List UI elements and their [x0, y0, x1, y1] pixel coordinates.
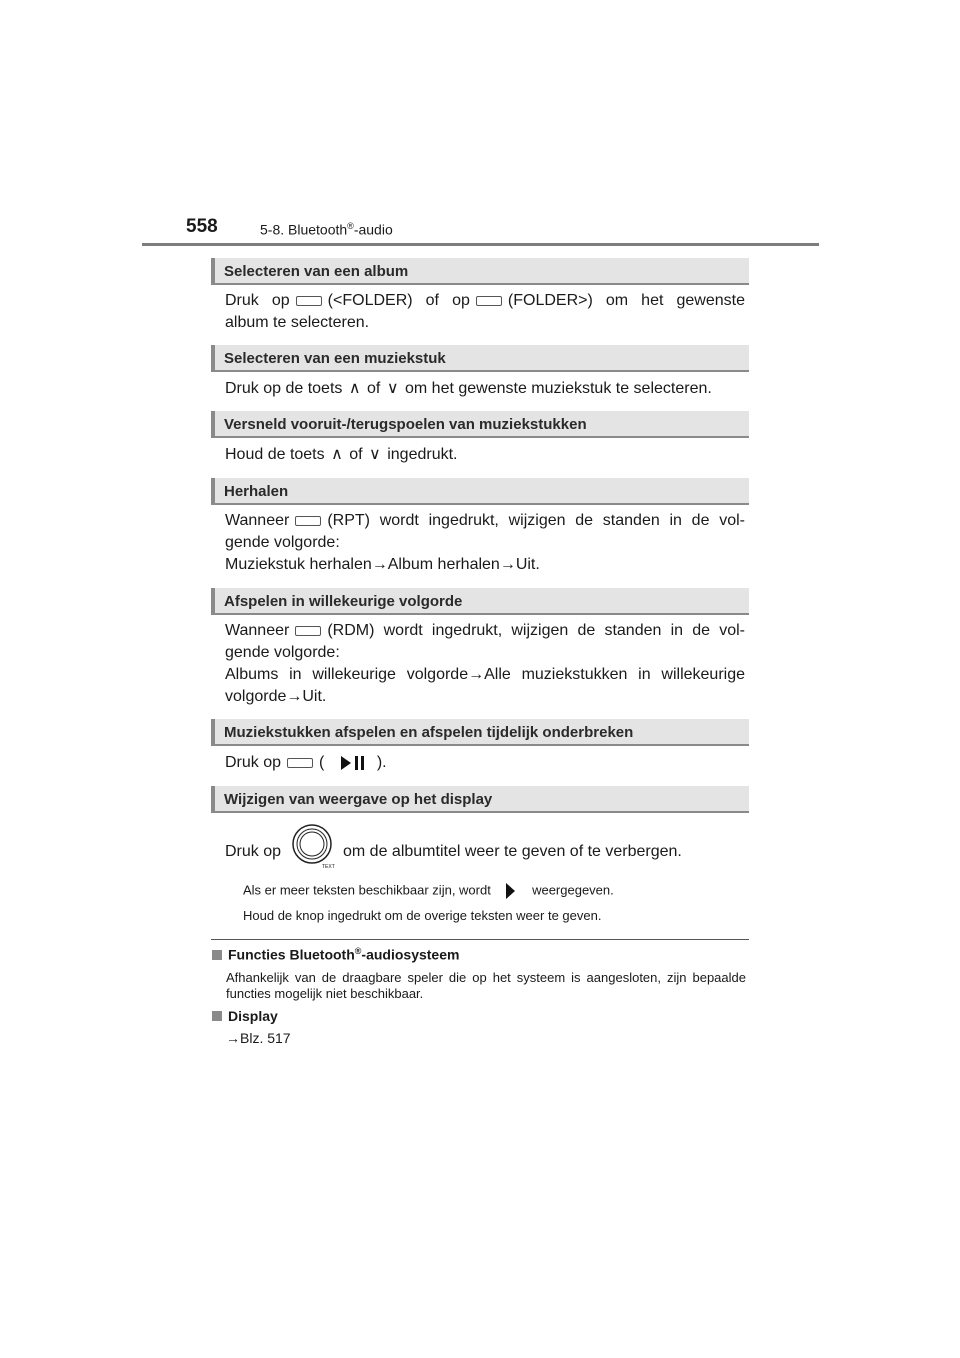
section-heading-random: Afspelen in willekeurige volgorde: [211, 588, 749, 615]
up-arrow-icon: ∧: [348, 380, 361, 397]
display-instruction-prefix: Druk op: [225, 843, 282, 860]
album-instruction-line2: album te selecteren.: [225, 314, 370, 331]
random-instruction-line2: gende volgorde:: [225, 644, 340, 661]
play-pause-icon: [339, 754, 367, 772]
functions-body: Afhankelijk van de draagbare speler die op het systeem is aangesloten, zijn bepaalde functies mogelijk niet beschikbaar.: [226, 970, 746, 1001]
repeat-sequence: Muziekstuk herhalen→Album herhalen→Uit.: [225, 556, 540, 573]
random-sequence-line2: volgorde→Uit.: [225, 688, 327, 705]
square-bullet-icon: [212, 1011, 222, 1021]
display-note-2: Houd de knop ingedrukt om de overige teksten weer te geven.: [243, 908, 602, 923]
page-number: 558: [186, 216, 218, 237]
square-bullet-icon: [212, 950, 222, 960]
section-heading-seek: Versneld vooruit-/terugspoelen van muziekstukken: [211, 411, 749, 438]
rpt-button-icon: [295, 516, 321, 526]
display-note-1: Als er meer teksten beschikbaar zijn, wordt weergegeven.: [243, 881, 743, 901]
random-instruction-line1: Wanneer (RDM) wordt ingedrukt, wijzigen de standen in de vol-: [225, 622, 745, 639]
display-heading: Display: [212, 1008, 278, 1024]
track-instruction: Druk op de toets ∧ of ∨ om het gewenste muziekstuk te selecteren.: [225, 378, 745, 400]
folder-up-button-icon: [476, 296, 502, 306]
display-page-reference: →Blz. 517: [226, 1030, 291, 1046]
section-heading-display: Wijzigen van weergave op het display: [211, 786, 749, 813]
play-instruction: Druk op ( ).: [225, 754, 387, 771]
rdm-button-icon: [295, 626, 321, 636]
display-instruction-text: om de albumtitel weer te geven of te verbergen.: [343, 843, 682, 860]
down-arrow-icon: ∨: [386, 380, 399, 397]
text-knob-icon: [289, 823, 335, 869]
chapter-title: 5-8. Bluetooth®-audio: [260, 221, 393, 238]
header-rule: [142, 243, 819, 246]
seek-instruction: Houd de toets ∧ of ∨ ingedrukt.: [225, 444, 745, 466]
section-heading-repeat: Herhalen: [211, 478, 749, 505]
down-arrow-icon: ∨: [369, 446, 381, 463]
more-text-arrow-icon: [500, 881, 522, 901]
album-instruction-line1: Druk op (<FOLDER) of op (FOLDER>) om het gewenste: [225, 292, 746, 309]
section-heading-track: Selecteren van een muziekstuk: [211, 345, 749, 372]
functions-heading: Functies Bluetooth®-audiosysteem: [212, 946, 459, 963]
repeat-instruction-line1: Wanneer (RPT) wordt ingedrukt, wijzigen de standen in de vol-: [225, 512, 745, 529]
section-heading-play: Muziekstukken afspelen en afspelen tijdelijk onderbreken: [211, 719, 749, 746]
svg-text:TEXT: TEXT: [322, 864, 335, 869]
up-arrow-icon: ∧: [331, 446, 343, 463]
random-sequence-line1: Albums in willekeurige volgorde→Alle muziekstukken in willekeurige: [225, 666, 745, 683]
repeat-instruction-line2: gende volgorde:: [225, 534, 340, 551]
folder-down-button-icon: [296, 296, 322, 306]
section-heading-album: Selecteren van een album: [211, 258, 749, 285]
play-button-icon: [287, 758, 313, 768]
footer-rule: [211, 939, 749, 940]
